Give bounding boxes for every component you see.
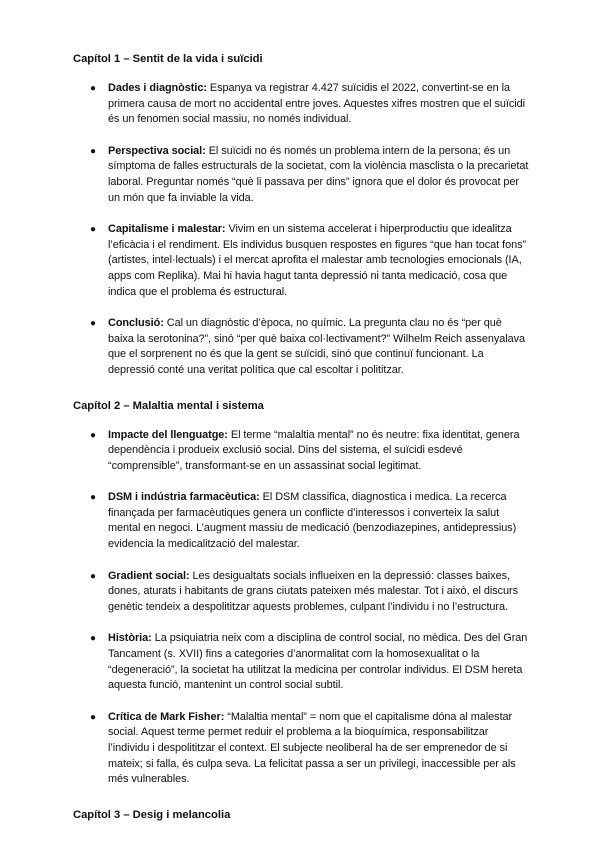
bullet-icon: ● <box>90 318 96 330</box>
list-item <box>73 144 530 206</box>
list-item <box>73 631 530 693</box>
item-text: La psiquiatria neix com a disciplina de control social, no mèdica. Des del Gran Tancament (s. XVII) fins a categories d’anormalitat com la homosexualitat o la “degeneració”, la societat ha utilitzat la medicina per controlar individus. El DSM hereta aquesta funció, mantenint un control social subtil. <box>108 632 528 692</box>
bullet-icon: ● <box>90 145 96 157</box>
list-item <box>73 490 530 552</box>
bullet-icon: ● <box>90 83 96 94</box>
item-text: Vivim en un sistema accelerat i hiperproductiu que idealitza l’eficàcia i el rendiment. Els individus busquen respostes en figures “que han tocat fons” (artistes, intel·lectuals) i el mercat aprofita el malestar amb tecnologies emocionals (IA, apps com Replika). Mai hi havia hagut tanta depressió ni tanta medicació, cosa que indica que el problema és estructural. <box>108 223 527 298</box>
chapter-2-title: Capítol 2 – Malaltia mental i sistema <box>73 399 264 412</box>
item-term: Impacte del llenguatge: <box>108 428 228 441</box>
chapter-1-list <box>73 81 530 379</box>
list-item <box>73 81 530 128</box>
item-text: “Malaltia mental” = nom que el capitalisme dóna al malestar social. Aquest terme permet reduir el problema a la bioquímica, responsabilitzar l’individu i despolititzar el context. El subjecte neoliberal ha de ser emprenedor de si mateix; si falla, és culpa seva. La felicitat passa a ser un privilegi, inaccessible per als més vulnerables. <box>108 710 516 786</box>
bullet-icon: ● <box>90 570 96 582</box>
list-item <box>73 428 530 475</box>
chapter-1-title: Capítol 1 – Sentit de la vida i suïcidi <box>73 53 263 65</box>
item-term: Crítica de Mark Fisher: <box>108 710 225 723</box>
bullet-icon: ● <box>90 224 96 236</box>
chapter-2-list <box>73 428 530 788</box>
item-text: Les desigualtats socials influeixen en la depressió: classes baixes, dones, aturats i habitants de grans ciutats pateixen més malestar. Tot i això, el discurs genètic tendeix a despolititzar aquests problemes, culpant l’individu i no l’estructura. <box>108 569 519 613</box>
item-term: Capitalisme i malestar: <box>108 223 226 236</box>
item-text: El DSM classifica, diagnostica i medica. La recerca finançada per farmacèutiques genera un conflicte d’interessos i converteix la salut mental en negoci. L’augment massiu de medicació (benzodiazepines, antidepressius) evidencia la medicalització del malestar. <box>108 491 517 551</box>
item-term: Dades i diagnòstic: <box>108 82 207 94</box>
item-text: Espanya va registrar 4.427 suïcidis el 2022, convertint-se en la primera causa de mort no accidental entre joves. Aquestes xifres mostren que el suïcidi és un fenomen social massiu, no només individual. <box>108 82 525 126</box>
chapter-3-title: Capítol 3 – Desig i melancolia <box>73 808 231 821</box>
bullet-icon: ● <box>90 711 96 723</box>
item-term: DSM i indústria farmacèutica: <box>108 491 260 504</box>
list-item <box>73 316 530 378</box>
item-term: Història: <box>108 632 152 645</box>
item-term: Conclusió: <box>108 317 164 330</box>
item-term: Gradient social: <box>108 569 190 582</box>
item-text: El suïcidi no és només un problema intern de la persona; és un símptoma de falles estructurals de la societat, com la violència masclista o la precarietat laboral. Preguntar només “què li passava per dins” ignora que el dolor és provocat per un món que fa inviable la vida. <box>108 144 529 204</box>
bullet-icon: ● <box>90 429 96 441</box>
list-item <box>73 222 530 300</box>
item-text: Cal un diagnòstic d’època, no químic. La pregunta clau no és “per què baixa la serotonina?”, sinó “per què baixa col·lectivament?” Wilhelm Reich assenyalava que el sorprenent no és que la gent se suïcidi, sinó que continuï funcionant. La depressió conté una veritat política que cal escoltar i polititzar. <box>108 317 526 376</box>
bullet-icon: ● <box>90 633 96 645</box>
list-item <box>73 710 530 788</box>
list-item <box>73 569 530 616</box>
item-term: Perspectiva social: <box>108 144 206 157</box>
item-text: El terme “malaltia mental” no és neutre: fixa identitat, genera dependència i produeix exclusió social. Dins del sistema, el suïcidi esdevé “comprensible”, transformant-se en un assassinat social legitimat. <box>108 428 520 472</box>
bullet-icon: ● <box>90 492 96 504</box>
